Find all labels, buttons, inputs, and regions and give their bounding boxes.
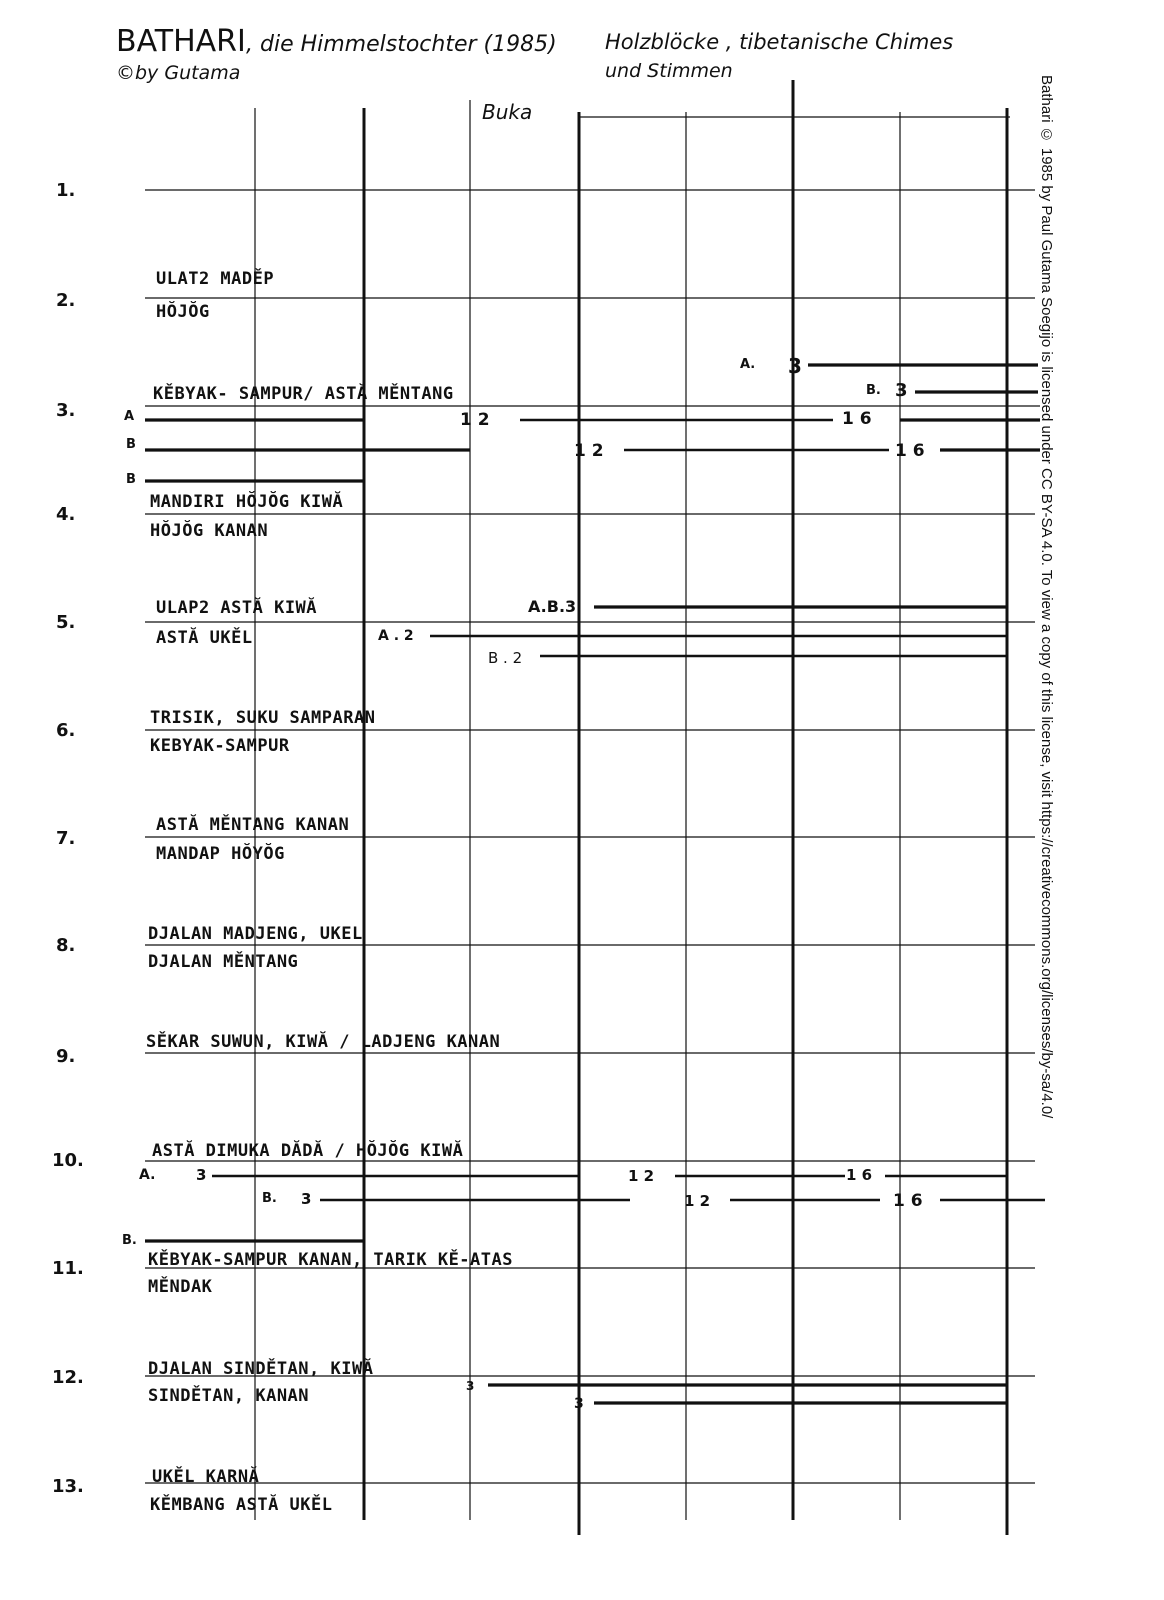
mark-r5-B2: B . 2	[488, 649, 523, 667]
row-number-11: 11.	[52, 1258, 84, 1279]
row-9-upper: SĚKAR SUWUN, KIWĂ / LADJENG KANAN	[146, 1032, 501, 1052]
row-number-3: 3.	[56, 400, 76, 421]
row-number-9: 9.	[56, 1046, 76, 1067]
mark-r5-AB3: A.B.3	[528, 597, 577, 616]
row-2-lower: HŎJŎG	[156, 302, 210, 322]
row-12-upper: DJALAN SINDĚTAN, KIWĂ	[148, 1359, 374, 1379]
instruments-line-2: und Stimmen	[605, 60, 733, 82]
title-main: BATHARI	[116, 24, 246, 59]
mark-r3-A-3: 3	[788, 354, 802, 378]
row-13-upper: UKĚL KARNĂ	[152, 1467, 260, 1487]
row-number-2: 2.	[56, 290, 76, 311]
buka-label: Buka	[482, 100, 533, 124]
instruments-line-1: Holzblöcke , tibetanische Chimes	[605, 30, 954, 54]
mark-r3-A: A.	[740, 357, 756, 372]
mark-r3-B: B.	[866, 383, 881, 398]
row-8-lower: DJALAN MĚNTANG	[148, 952, 299, 972]
mark-r10-16-a: 1 6	[846, 1166, 873, 1184]
mark-r3-B-3: 3	[895, 380, 908, 401]
mark-r3-voice-A: A	[124, 409, 135, 424]
row-4-lower: HŎJŎG KANAN	[150, 521, 269, 541]
row-13-lower: KĚMBANG ASTĂ UKĚL	[150, 1495, 333, 1515]
mark-r10-A: A.	[139, 1167, 156, 1183]
mark-r10-B: B.	[262, 1191, 277, 1206]
row-10-upper: ASTĂ DIMUKA DĂDĂ / HŎJŎG KIWĂ	[152, 1141, 464, 1161]
mark-r10-16-b: 1 6	[893, 1191, 923, 1211]
mark-r10-B-3: 3	[301, 1190, 312, 1208]
row-number-7: 7.	[56, 828, 76, 849]
duration-lines	[145, 365, 1045, 1403]
row-2-upper: ULAT2 MADĚP	[156, 269, 275, 289]
row-number-5: 5.	[56, 612, 76, 633]
mark-r3-16-b: 1 6	[895, 441, 925, 461]
row-number-12: 12.	[52, 1367, 84, 1388]
row-11-upper: KĚBYAK-SAMPUR KANAN, TARIK KĚ-ATAS	[148, 1250, 513, 1270]
mark-r3-16-a: 1 6	[842, 409, 872, 429]
mark-r11-B: B.	[122, 1233, 137, 1248]
row-3-upper: KĚBYAK- SAMPUR/ ASTĂ MĚNTANG	[153, 384, 454, 404]
row-11-lower: MĚNDAK	[148, 1277, 213, 1297]
row-12-lower: SINDĚTAN, KANAN	[148, 1386, 310, 1406]
mark-r10-A-3: 3	[196, 1166, 207, 1184]
row-8-upper: DJALAN MADJENG, UKEL	[148, 924, 363, 944]
row-number-1: 1.	[56, 180, 76, 201]
mark-r10-12-a: 1 2	[628, 1167, 655, 1185]
row-number-13: 13.	[52, 1476, 84, 1497]
mark-r3-12-b: 1 2	[574, 441, 604, 461]
row-number-6: 6.	[56, 720, 76, 741]
mark-r3-12-a: 1 2	[460, 410, 490, 430]
mark-r12-3-b: 3	[574, 1396, 584, 1412]
row-4-upper: MANDIRI HŎJŎG KIWĂ	[150, 492, 344, 512]
mark-r3-voice-B2: B	[126, 472, 136, 487]
row-5-upper: ULAP2 ASTĂ KIWĂ	[156, 598, 318, 618]
row-6-lower: KEBYAK-SAMPUR	[150, 736, 290, 756]
row-6-upper: TRISIK, SUKU SAMPARAN	[150, 708, 376, 728]
row-7-upper: ASTĂ MĚNTANG KANAN	[156, 815, 350, 835]
copyright-line: ©by Gutama	[116, 62, 241, 84]
row-number-8: 8.	[56, 935, 76, 956]
row-7-lower: MANDAP HŎYŎG	[156, 844, 285, 864]
mark-r3-voice-B: B	[126, 437, 136, 452]
mark-r12-3-a: 3	[466, 1379, 475, 1393]
mark-r5-A2: A . 2	[378, 628, 414, 644]
license-text: Bathari © 1985 by Paul Gutama Soegijo is licensed under CC BY-SA 4.0. To view a copy of this license, visit https://creativecommons.org/licenses/by-sa/4.0/	[1038, 75, 1055, 1119]
row-5-lower: ASTĂ UKĚL	[156, 628, 253, 648]
row-number-10: 10.	[52, 1150, 84, 1171]
title-subtitle: , die Himmelstochter (1985)	[246, 32, 557, 57]
mark-r10-12-b: 1 2	[684, 1192, 711, 1210]
row-number-4: 4.	[56, 504, 76, 525]
